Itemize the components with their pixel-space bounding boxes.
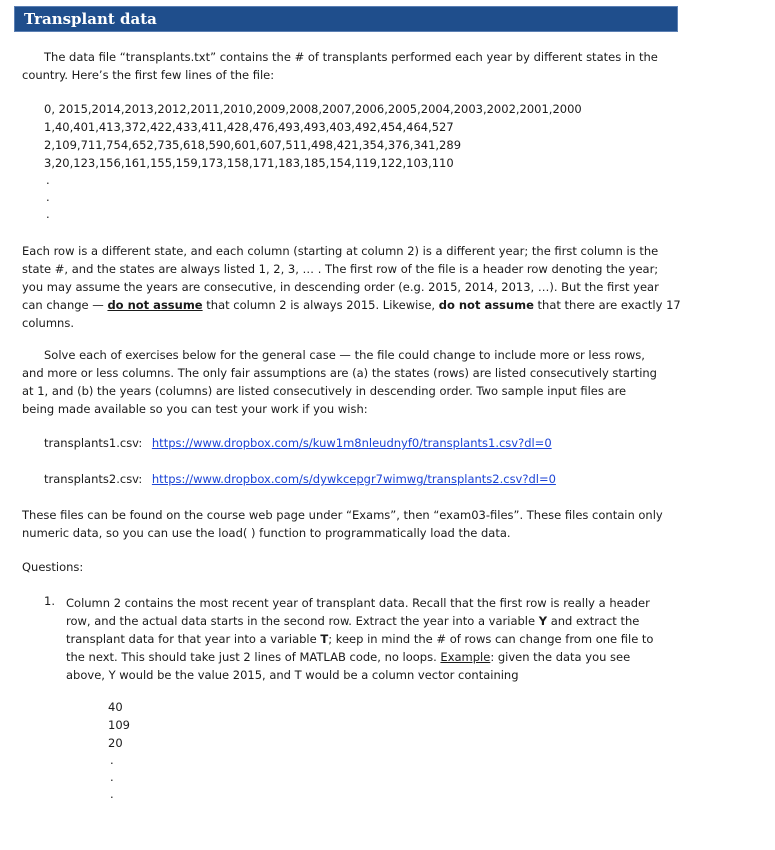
course-note-line: These files can be found on the course web page under “Exams”, then “exam03-files”. These files contain only xyxy=(22,508,663,522)
file-entry-2 xyxy=(44,470,556,488)
question-line: Column 2 contains the most recent year of transplant data. Recall that the first row is really a header xyxy=(66,596,650,610)
ellipsis-dot: . xyxy=(110,770,114,784)
t-value: 20 xyxy=(108,736,123,750)
questions-heading: Questions: xyxy=(22,560,84,574)
ellipsis-dot: . xyxy=(110,787,114,801)
explanation-line: Each row is a different state, and each column (starting at column 2) is a different year; the first column is the xyxy=(22,244,659,258)
text: that column 2 is always 2015. Likewise, xyxy=(202,298,439,312)
file-line: 1,40,401,413,372,422,433,411,428,476,493,493,403,492,454,464,527 xyxy=(44,120,454,134)
question-number: 1. xyxy=(44,594,55,608)
file-ellipsis xyxy=(44,172,582,223)
do-not-assume-emphasis: do not assume xyxy=(438,298,534,312)
file-entry-1 xyxy=(44,434,552,452)
ellipsis-dot: . xyxy=(46,173,50,187)
question-line xyxy=(66,630,706,648)
general-case-line: at 1, and (b) the years (columns) are listed consecutively in descending order. Two sample input files are xyxy=(22,384,627,398)
file-line-header: 0, 2015,2014,2013,2012,2011,2010,2009,2008,2007,2006,2005,2004,2003,2002,2001,2000 xyxy=(44,102,582,116)
question-1-text xyxy=(66,594,706,684)
text: ; keep in mind the # of rows can change from one file to xyxy=(328,632,654,646)
section-title: Transplant data xyxy=(14,6,678,32)
general-case-line: and more or less columns. The only fair assumptions are (a) the states (rows) are listed consecutively starting xyxy=(22,366,657,380)
file-excerpt xyxy=(44,100,582,223)
explanation-line: columns. xyxy=(22,316,74,330)
file-line: 2,109,711,754,652,735,618,590,601,607,511,498,421,354,376,341,289 xyxy=(44,138,462,152)
variable-y: Y xyxy=(538,614,548,628)
ellipsis-dot: . xyxy=(46,190,50,204)
t-vector xyxy=(108,698,130,803)
explanation-line: state #, and the states are always listed 1, 2, 3, … . The first row of the file is a header row denoting the year; xyxy=(22,262,659,276)
intro-paragraph xyxy=(22,48,722,84)
question-line xyxy=(66,648,706,666)
ellipsis-dot: . xyxy=(110,753,114,767)
general-case-line: being made available so you can test your work if you wish: xyxy=(22,402,368,416)
variable-t: T xyxy=(320,632,329,646)
file-line: 3,20,123,156,161,155,159,173,158,171,183,185,154,119,122,103,110 xyxy=(44,156,454,170)
text: : given the data you see xyxy=(490,650,631,664)
dropbox-link-2[interactable]: https://www.dropbox.com/s/dywkcepgr7wimwg/transplants2.csv?dl=0 xyxy=(151,472,556,486)
explanation-paragraph xyxy=(22,242,722,332)
text: the next. This should take just 2 lines of MATLAB code, no loops. xyxy=(66,650,441,664)
text: row, and the actual data starts in the second row. Extract the year into a variable xyxy=(66,614,539,628)
t-value: 40 xyxy=(108,700,123,714)
intro-line-1: The data file “transplants.txt” contains the # of transplants performed each year by different states in the xyxy=(44,50,658,64)
dropbox-link-1[interactable]: https://www.dropbox.com/s/kuw1m8nleudnyf0/transplants1.csv?dl=0 xyxy=(151,436,552,450)
text: and extract the xyxy=(547,614,640,628)
ellipsis-dot: . xyxy=(46,207,50,221)
course-note-paragraph xyxy=(22,506,722,542)
text: that there are exactly 17 xyxy=(533,298,681,312)
text: transplant data for that year into a variable xyxy=(66,632,321,646)
explanation-line: you may assume the years are consecutive, in descending order (e.g. 2015, 2014, 2013, …). But the first year xyxy=(22,280,659,294)
do-not-assume-emphasis: do not assume xyxy=(107,298,203,312)
general-case-paragraph xyxy=(22,346,722,418)
text: can change — xyxy=(22,298,108,312)
example-label: Example xyxy=(440,650,491,664)
file-name: transplants1.csv: xyxy=(44,436,143,450)
intro-line-2: country. Here’s the first few lines of the file: xyxy=(22,68,275,82)
question-line xyxy=(66,612,706,630)
general-case-line: Solve each of exercises below for the general case — the file could change to include more or less rows, xyxy=(44,348,645,362)
t-ellipsis xyxy=(108,752,130,803)
course-note-line: numeric data, so you can use the load( ) function to programmatically load the data. xyxy=(22,526,511,540)
file-name: transplants2.csv: xyxy=(44,472,143,486)
t-value: 109 xyxy=(108,718,130,732)
question-line: above, Y would be the value 2015, and T would be a column vector containing xyxy=(66,668,519,682)
explanation-line-4 xyxy=(22,296,722,314)
